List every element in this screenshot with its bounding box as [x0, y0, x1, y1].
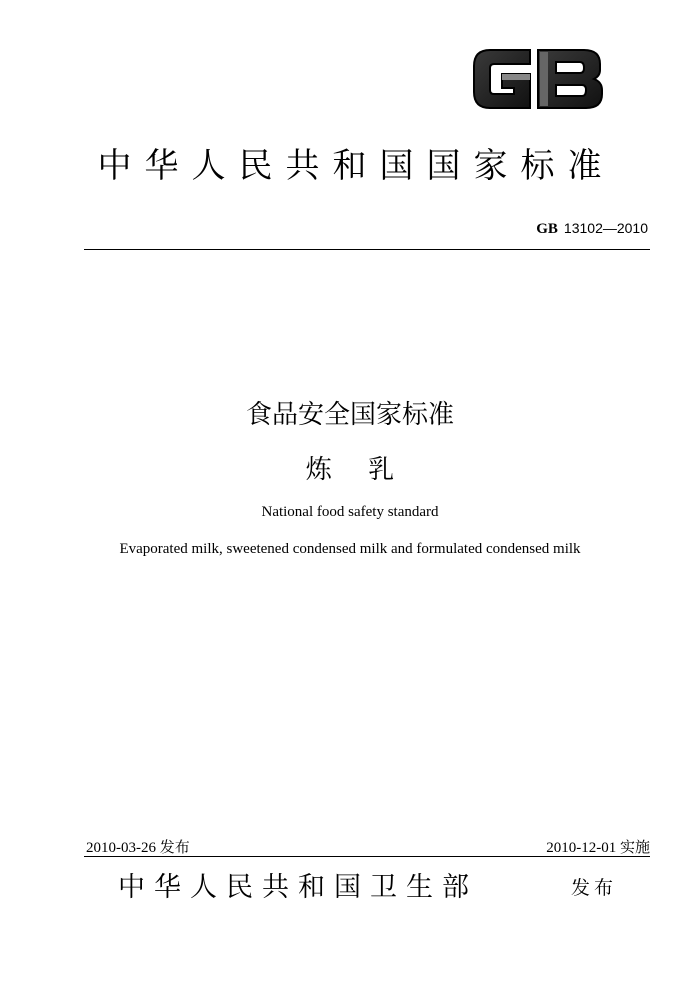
issue-label: 发布 — [159, 840, 190, 856]
standard-number — [536, 220, 648, 238]
standard-title-en: National food safety standard — [261, 504, 439, 520]
footer-divider — [84, 856, 650, 857]
issue-date — [86, 836, 190, 857]
issue-date-value: 2010-03-26 — [86, 840, 156, 856]
org-title: 中华人民共和国国家标准 — [97, 146, 615, 186]
issuer-name: 中华人民共和国卫生部 — [118, 872, 478, 903]
standard-title-cn: 食品安全国家标准 — [245, 400, 454, 430]
gb-logo-icon — [468, 40, 608, 116]
standard-code: 13102—2010 — [563, 220, 648, 236]
standard-subtitle-en: Evaporated milk, sweetened condensed milk and formulated condensed milk — [119, 541, 581, 557]
implement-date — [546, 836, 650, 857]
publish-label: 发布 — [571, 877, 618, 899]
implement-label: 实施 — [619, 840, 650, 856]
header-divider — [84, 249, 650, 250]
standard-subtitle-cn: 炼 乳 — [305, 455, 409, 485]
implement-date-value: 2010-12-01 — [546, 840, 617, 856]
standard-prefix: GB — [536, 221, 558, 237]
